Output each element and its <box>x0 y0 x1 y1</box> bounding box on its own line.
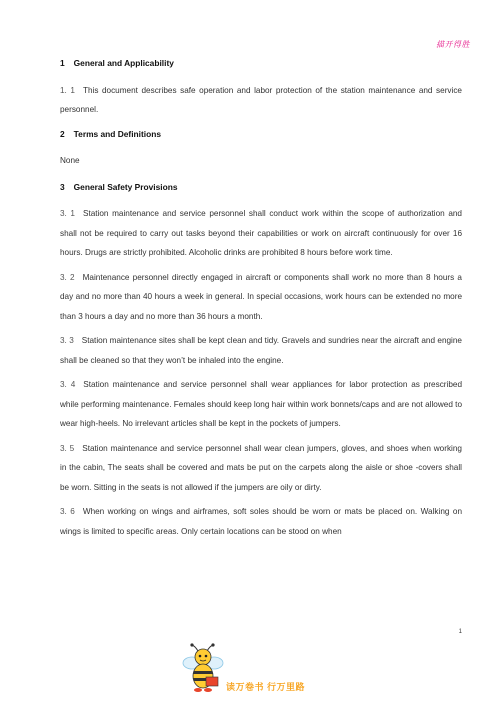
paragraph-3-4 <box>60 375 462 434</box>
paragraph-text: Station maintenance and service personnel shall conduct work within the scope of authorization and shall not be required to carry out tasks beyond their capabilities or work on aircraft continuously for over 16 hours. Drugs are strictly prohibited. Alcoholic drinks are prohibited 8 hours before work time. <box>60 209 462 257</box>
paragraph-number: 3. 6 <box>60 507 75 516</box>
paragraph-text: This document describes safe operation and labor protection of the station maintenance and service personnel. <box>60 85 462 114</box>
slogan: 读万卷书 行万里路 <box>226 682 306 692</box>
section-title: General and Applicability <box>73 58 174 68</box>
paragraph-text: Station maintenance sites shall be kept clean and tidy. Gravels and sundries near the aircraft and engine shall be cleaned so that they won’t be inhaled into the engine. <box>60 336 462 365</box>
paragraph-number: 3. 2 <box>60 272 75 282</box>
document-body <box>60 53 462 546</box>
section-number: 3 <box>60 181 65 192</box>
paragraph-text: Station maintenance and service personnel shall wear clean jumpers, gloves, and shoes when working in the cabin, The seats shall be covered and mats be put on the carpets along the aisle or shoe -covers shall be worn. Sitting in the seats is not allowed if the jumpers are oily or dirty. <box>60 443 462 492</box>
paragraph-text: Maintenance personnel directly engaged in aircraft or components shall work no more than 8 hours a day and no more than 40 hours a week in general. In special occasions, work hours can be extended no more than 3 hours a day and no more than 36 hours a month. <box>60 272 462 321</box>
paragraph-text: When working on wings and airframes, soft soles should be worn or mats be placed on. Walking on wings is limited to specific areas. Only certain locations can be stood on when <box>60 507 462 536</box>
paragraph-3-6 <box>60 502 462 541</box>
section-3-heading <box>60 178 462 198</box>
paragraph-number: 3. 5 <box>60 443 75 453</box>
section-1-heading <box>60 54 462 74</box>
page-number: 1 <box>458 629 462 635</box>
paragraph-number: 3. 1 <box>60 209 75 218</box>
paragraph-1-1 <box>60 81 462 120</box>
paragraph-text: Station maintenance and service personnel shall wear appliances for labor protection as prescribed while performing maintenance. Females should keep long hair within work bonnets/caps and are not allowed to wear high-heels. No irrelevant articles shall be kept in the pockets of jumpers. <box>60 380 462 428</box>
section-2-body: None <box>60 156 80 165</box>
paragraph-number: 1. 1 <box>60 85 75 95</box>
paragraph-3-1 <box>60 204 462 263</box>
section-title: Terms and Definitions <box>73 128 161 139</box>
section-number: 1 <box>60 58 65 68</box>
section-title: General Safety Provisions <box>73 181 178 192</box>
header-tag: 描开得胜 <box>436 40 470 49</box>
paragraph-3-2 <box>60 268 462 327</box>
paragraph-3-3 <box>60 331 462 370</box>
paragraph-number: 3. 3 <box>60 336 74 345</box>
bee-mascot-icon <box>178 643 228 695</box>
paragraph-number: 3. 4 <box>60 380 76 389</box>
section-number: 2 <box>60 128 65 139</box>
paragraph-3-5 <box>60 439 462 498</box>
footer-logo <box>178 643 318 695</box>
section-2-heading <box>60 125 462 145</box>
